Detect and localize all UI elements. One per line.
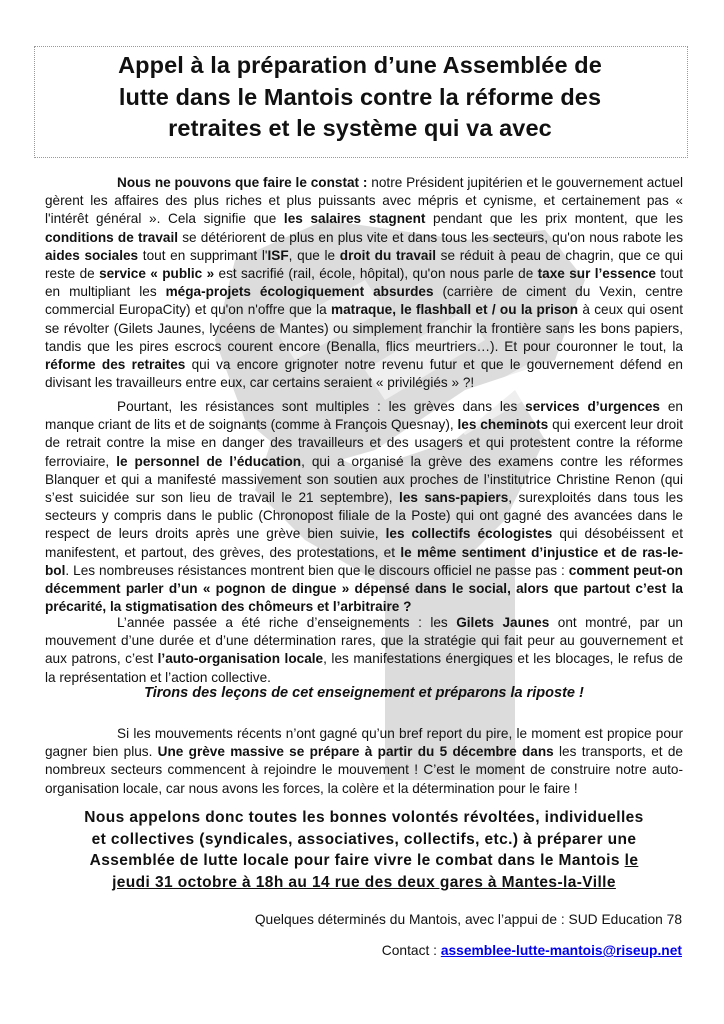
bold-text: méga-projets écologiquement absurdes [165, 284, 434, 300]
text: , surexploités dans tous les secteurs y compris dans le public (Chronopost filiale de la Poste) qui ont gagné des avancées dans le respect de leurs droits après une grève bien suivie, [45, 490, 683, 542]
bold-text: matraque, le flashball et / ou la prison [331, 302, 579, 318]
bold-text: service « public » [99, 266, 215, 282]
text: à ceux qui osent se révolter (Gilets Jaunes, lycéens de Mantes) ou simplement franchir la frontière sans les bons papiers, tandis que les pires escrocs courent encore (Benalla, flics meurtriers…). Et pour couronner le tout, la [45, 302, 684, 354]
text: Assemblée de lutte locale pour faire vivre le combat dans le Mantois [89, 852, 625, 869]
bold-text: les salaires stagnent [283, 211, 426, 227]
call-to-action [45, 807, 683, 893]
title-line: Appel à la préparation d’une Assemblée de [118, 52, 602, 78]
bold-text: Gilets Jaunes [456, 615, 550, 630]
text: qui désobéissent et manifestent, et partout, des grèves, des protestations, et [45, 526, 683, 560]
bold-text: conditions de travail [45, 229, 179, 245]
bold-text: le personnel de l’éducation [116, 453, 302, 469]
text: pendant que les prix montent, que les [425, 211, 683, 227]
text: , que le [288, 247, 340, 263]
text: qui exercent leur droit de retrait contre la mise en danger des travailleurs et des usagers et qui protestent contre la réforme ferroviaire, [45, 417, 684, 469]
bold-text: les sans-papiers [399, 490, 509, 506]
bold-text: services d’urgences [525, 399, 660, 414]
paragraph-greve [45, 725, 683, 798]
bold-text: les cheminots [457, 417, 549, 433]
underlined-text: le [624, 852, 639, 869]
contact-email-link[interactable]: assemblee-lutte-mantois@riseup.net [440, 943, 682, 958]
bold-text: les collectifs écologistes [385, 526, 553, 542]
contact [382, 943, 682, 958]
bold-text: l’auto-organisation locale [157, 651, 324, 667]
text: (carrière de ciment du Vexin, centre commercial EuropaCity) et qu'on n'offre que la [45, 284, 683, 318]
text: Si les mouvements récents n’ont gagné qu’un bref report du pire, le moment est propice pour gagner bien plus. [45, 726, 683, 760]
signature: Quelques déterminés du Mantois, avec l’appui de : SUD Education 78 [254, 912, 682, 927]
title-line: retraites et le système qui va avec [168, 115, 552, 141]
paragraph-resistances [45, 398, 683, 616]
text: qui va encore grignoter notre revenu futur et que le gouvernement défend en divisant les travailleurs entre eux, car certains seraient « privilégiés » ?! [45, 357, 683, 391]
slogan: Tirons des leçons de cet enseignement et préparons la riposte ! [144, 685, 584, 701]
text: tout en supprimant l' [138, 247, 268, 263]
text: tout en multipliant les [45, 266, 683, 300]
text: , qui a organisé la grève des examens contre les réformes Blanquer et qui a manifesté massivement son soutien aux proches de l’institutrice Christine Renon (qui s’est suicidée sur son lieu de travail le 21 septembre), [45, 453, 683, 506]
page-title [34, 50, 686, 145]
text: ont montré, par un mouvement d’une durée et d’une détermination rares, que la stratégie qui fait peur au gouvernement et aux patrons, c’est [45, 615, 683, 667]
text: notre Président jupitérien et le gouvernement actuel gèrent les affaires des plus riches et plus puissants avec mépris et cynisme, et certainement pas « l'intérêt général ». Cela signifie que [45, 175, 683, 227]
bold-text: ISF [267, 247, 289, 263]
text: Pourtant, les résistances sont multiples : les grèves dans les [117, 399, 526, 414]
call-line [45, 850, 683, 872]
text: se détériorent de plus en plus vite et dans tous les secteurs, qu'on nous rabote les [178, 229, 683, 245]
text: . Les nombreuses résistances montrent bien que le discours officiel ne passe pas : [65, 562, 569, 578]
call-line: et collectives (syndicales, associatives, collectifs, etc.) à préparer une [91, 830, 637, 848]
bold-text: comment peut-on décemment parler d’un « pognon de dingue » dépensé dans le social, alors que partout c’est la précarité, la stigmatisation des chômeurs et l’arbitraire ? [45, 562, 683, 615]
bold-text: réforme des retraites [45, 357, 186, 373]
bold-text: Une grève massive se prépare à partir du 5 décembre dans [157, 744, 554, 760]
text: en manque criant de lits et de soignants (comme à François Quesnay), [45, 399, 683, 433]
title-line: lutte dans le Mantois contre la réforme des [118, 83, 602, 110]
bold-text: le même sentiment d’injustice et de ras-le-bol [45, 544, 683, 578]
meeting-details: jeudi 31 octobre à 18h au 14 rue des deux gares à Mantes-la-Ville [112, 873, 616, 891]
paragraph-constat [45, 174, 683, 392]
bold-text: aides sociales [45, 247, 139, 263]
bold-text: droit du travail [339, 247, 436, 263]
text: est sacrifié (rail, école, hôpital), qu'on nous parle de [214, 266, 538, 282]
bold-text: taxe sur l’essence [537, 266, 656, 282]
text: , les manifestations énergiques et les blocages, le refus de la représentation et l’action collective. [45, 651, 683, 685]
paragraph-gilets-jaunes [45, 614, 683, 687]
bold-text: Nous ne pouvons que faire le constat : [117, 175, 368, 190]
text: se réduit à peau de chagrin, que ce qui reste de [45, 247, 683, 282]
text: les transports, et de nombreux secteurs commencent à rejoindre le mouvement ! C’est le moment de construire notre auto-organisation locale, car nous avons les forces, la colère et la détermination pour le faire ! [45, 744, 683, 796]
contact-label: Contact : [381, 943, 441, 958]
call-line: Nous appelons donc toutes les bonnes volontés révoltées, individuelles [84, 809, 644, 826]
text: L’année passée a été riche d’enseignements : les [117, 615, 457, 630]
